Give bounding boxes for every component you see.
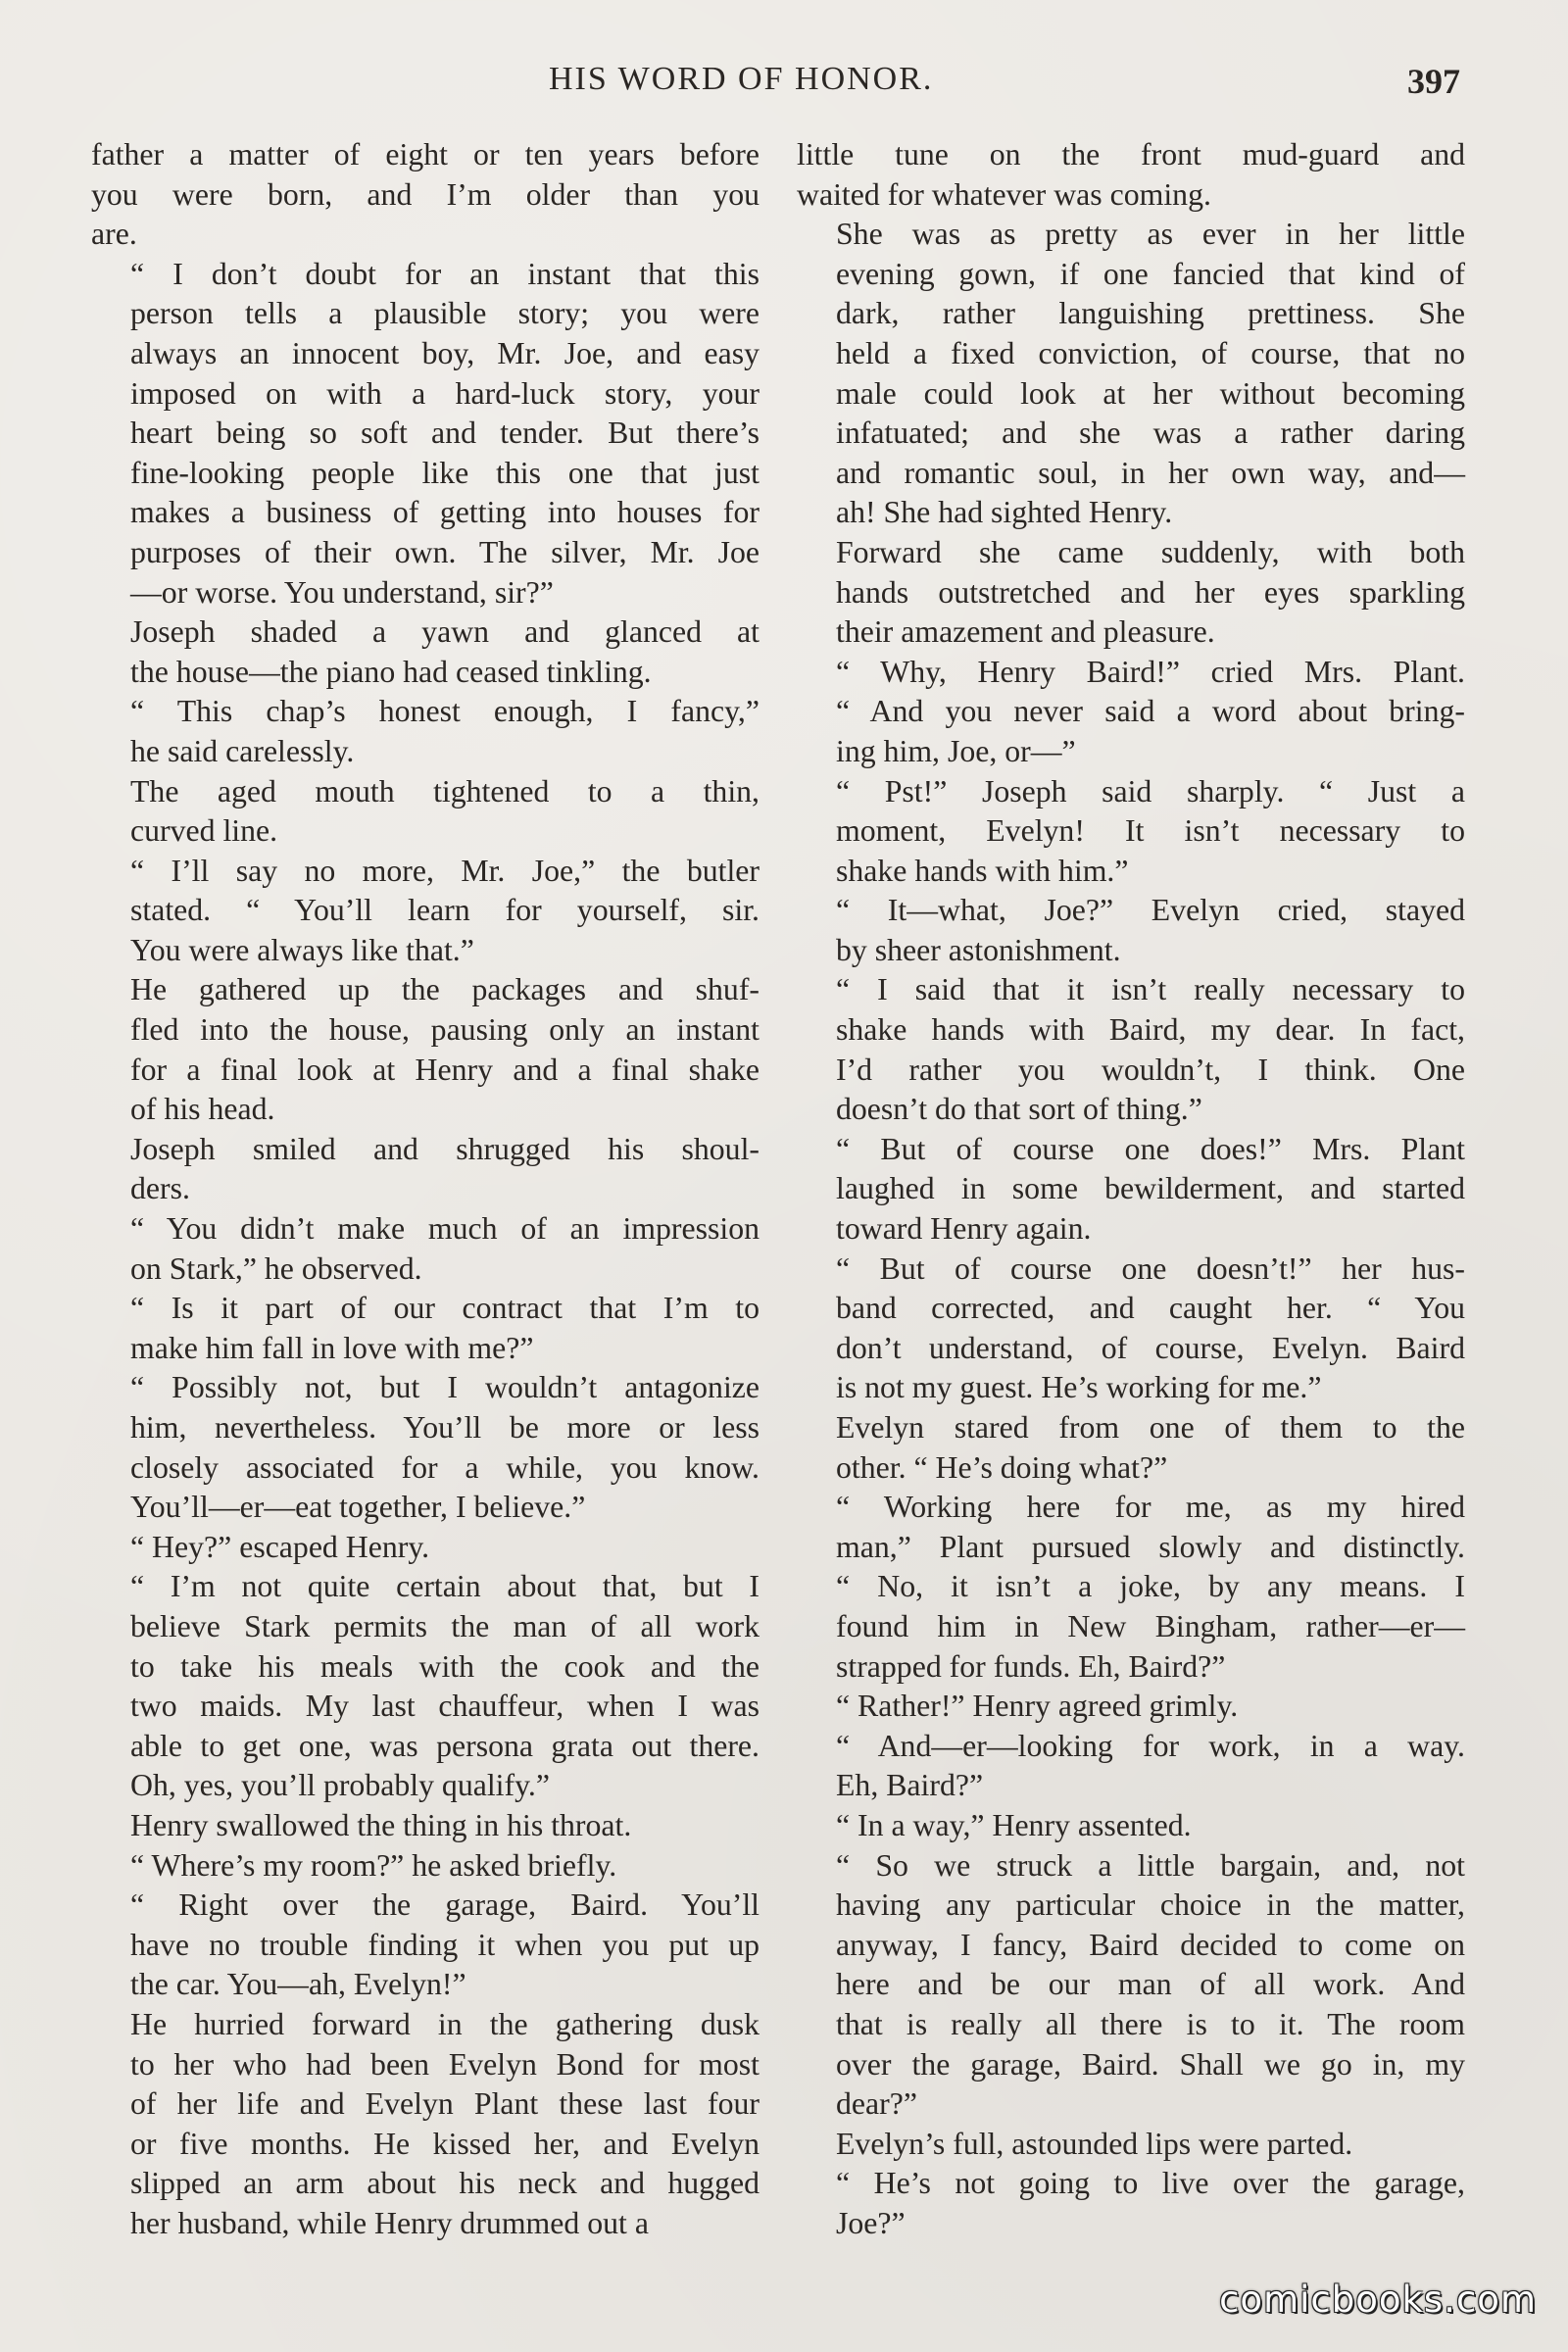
paragraph	[91, 612, 760, 692]
text-line: Evelyn stared from one of them to the	[836, 1410, 1465, 1445]
text-line: purposes of their own. The silver, Mr. Joe	[130, 534, 760, 569]
text-line: their amazement and pleasure.	[836, 614, 1215, 650]
text-line: male could look at her without becoming	[836, 375, 1465, 411]
text-line: father a matter of eight or ten years before	[91, 137, 760, 172]
paragraph	[91, 1130, 760, 1209]
paragraph	[91, 255, 760, 612]
text-line: You’ll—er—eat together, I believe.”	[130, 1490, 586, 1525]
text-line: Henry swallowed the thing in his throat.	[130, 1807, 632, 1842]
text-line: ders.	[130, 1171, 190, 1206]
paragraph	[797, 1488, 1465, 1687]
text-line: hands outstretched and her eyes sparkling	[836, 574, 1465, 610]
text-line: don’t understand, of course, Evelyn. Baird	[836, 1330, 1465, 1365]
text-line: little tune on the front mud-guard and	[797, 137, 1465, 172]
paragraph	[797, 1408, 1465, 1488]
text-line: stated. “ You’ll learn for yourself, sir.	[130, 893, 760, 928]
text-line: “ Working here for me, as my hired	[836, 1490, 1465, 1525]
text-line: “ But of course one does!” Mrs. Plant	[836, 1131, 1465, 1166]
text-line: strapped for funds. Eh, Baird?”	[836, 1648, 1226, 1684]
paragraph	[797, 135, 1465, 215]
text-line: you were born, and I’m older than you	[91, 176, 760, 212]
text-line: him, nevertheless. You’ll be more or less	[130, 1410, 760, 1445]
paragraph	[797, 1250, 1465, 1408]
text-line: are.	[91, 217, 137, 252]
text-line: Eh, Baird?”	[836, 1768, 984, 1803]
text-line: toward Henry again.	[836, 1211, 1092, 1247]
text-line: “ So we struck a little bargain, and, not	[836, 1847, 1465, 1883]
text-line: infatuated; and she was a rather daring	[836, 416, 1465, 451]
paragraph	[91, 1567, 760, 1806]
text-line: makes a business of getting into houses for	[130, 495, 760, 530]
paragraph	[797, 891, 1465, 970]
text-line: dear?”	[836, 2086, 917, 2122]
page-number: 397	[1407, 62, 1460, 101]
text-line: that is really all there is to it. The room	[836, 2006, 1465, 2041]
paragraph	[91, 1886, 760, 2005]
text-line: to her who had been Evelyn Bond for most	[130, 2046, 760, 2082]
text-line: believe Stark permits the man of all work	[130, 1608, 760, 1643]
text-line: other. “ He’s doing what?”	[836, 1449, 1168, 1485]
text-line: by sheer astonishment.	[836, 932, 1121, 967]
text-line: have no trouble finding it when you put up	[130, 1927, 760, 1962]
text-line: closely associated for a while, you know.	[130, 1449, 760, 1485]
text-line: Evelyn’s full, astounded lips were parted.	[836, 2126, 1353, 2161]
paragraph	[91, 1846, 760, 1886]
text-line: “ Where’s my room?” he asked briefly.	[130, 1847, 617, 1883]
text-line: having any particular choice in the matter,	[836, 1887, 1465, 1923]
text-line: “ Right over the garage, Baird. You’ll	[130, 1887, 760, 1923]
paragraph	[91, 2005, 760, 2244]
text-line: always an innocent boy, Mr. Joe, and easy	[130, 335, 760, 370]
text-line: “ I’m not quite certain about that, but I	[130, 1569, 760, 1604]
text-line: moment, Evelyn! It isn’t necessary to	[836, 813, 1465, 849]
paragraph	[91, 1528, 760, 1568]
text-line: he said carelessly.	[130, 733, 355, 768]
text-line: to take his meals with the cook and the	[130, 1648, 760, 1684]
text-line: the house—the piano had ceased tinkling.	[130, 654, 652, 689]
text-line: “ I don’t doubt for an instant that this	[130, 256, 760, 291]
text-line: “ Possibly not, but I wouldn’t antagonize	[130, 1370, 760, 1405]
paragraph	[797, 2125, 1465, 2165]
text-line: She was as pretty as ever in her little	[836, 217, 1465, 252]
paragraph	[91, 1806, 760, 1846]
right-column	[797, 135, 1465, 2243]
text-line: He hurried forward in the gathering dusk	[130, 2006, 760, 2041]
paragraph	[797, 1846, 1465, 2125]
text-line: anyway, I fancy, Baird decided to come on	[836, 1927, 1465, 1962]
text-line: “ In a way,” Henry assented.	[836, 1807, 1192, 1842]
text-line: waited for whatever was coming.	[797, 176, 1211, 212]
text-line: You were always like that.”	[130, 932, 474, 967]
text-line: band corrected, and caught her. “ You	[836, 1291, 1465, 1326]
paragraph	[91, 852, 760, 971]
paragraph	[797, 215, 1465, 533]
text-line: “ Why, Henry Baird!” cried Mrs. Plant.	[836, 654, 1465, 689]
text-line: Joseph shaded a yawn and glanced at	[130, 614, 760, 650]
text-line: “ This chap’s honest enough, I fancy,”	[130, 694, 760, 729]
paragraph	[797, 1130, 1465, 1250]
paragraph	[797, 970, 1465, 1129]
text-line: “ Hey?” escaped Henry.	[130, 1529, 430, 1564]
text-line: “ I said that it isn’t really necessary to	[836, 972, 1465, 1007]
paragraph	[797, 2164, 1465, 2243]
text-line: heart being so soft and tender. But there’s	[130, 416, 760, 451]
paragraph	[797, 772, 1465, 892]
text-line: fled into the house, pausing only an instant	[130, 1012, 760, 1048]
paragraph	[797, 653, 1465, 772]
paragraph	[91, 772, 760, 852]
paragraph	[91, 1368, 760, 1527]
text-line: “ You didn’t make much of an impression	[130, 1211, 760, 1247]
text-line: person tells a plausible story; you were	[130, 296, 760, 331]
text-line: “ He’s not going to live over the garage,	[836, 2166, 1465, 2201]
paragraph	[797, 533, 1465, 653]
text-line: dark, rather languishing prettiness. She	[836, 296, 1465, 331]
text-line: Joseph smiled and shrugged his shoul-	[130, 1131, 760, 1166]
text-line: “ And you never said a word about bring-	[836, 694, 1465, 729]
text-line: able to get one, was persona grata out there.	[130, 1728, 760, 1763]
text-line: I’d rather you wouldn’t, I think. One	[836, 1052, 1465, 1087]
paragraph	[797, 1687, 1465, 1727]
text-line: “ Rather!” Henry agreed grimly.	[836, 1689, 1239, 1724]
text-line: for a final look at Henry and a final shake	[130, 1052, 760, 1087]
text-line: her husband, while Henry drummed out a	[130, 2205, 649, 2240]
text-line: man,” Plant pursued slowly and distinctly.	[836, 1529, 1465, 1564]
text-line: is not my guest. He’s working for me.”	[836, 1370, 1322, 1405]
text-line: curved line.	[130, 813, 278, 849]
text-line: doesn’t do that sort of thing.”	[836, 1092, 1202, 1127]
text-line: of her life and Evelyn Plant these last four	[130, 2086, 760, 2122]
text-line: ah! She had sighted Henry.	[836, 495, 1173, 530]
text-line: evening gown, if one fancied that kind of	[836, 256, 1465, 291]
text-line: “ No, it isn’t a joke, by any means. I	[836, 1569, 1465, 1604]
text-line: “ But of course one doesn’t!” her hus-	[836, 1250, 1465, 1286]
paragraph	[91, 1289, 760, 1368]
paragraph	[797, 1806, 1465, 1846]
text-line: here and be our man of all work. And	[836, 1967, 1465, 2002]
text-line: held a fixed conviction, of course, that no	[836, 335, 1465, 370]
paragraph	[91, 135, 760, 255]
paragraph	[91, 1209, 760, 1289]
left-column	[91, 135, 760, 2243]
text-line: or five months. He kissed her, and Evelyn	[130, 2126, 760, 2161]
text-line: shake hands with him.”	[836, 853, 1129, 888]
paragraph	[91, 692, 760, 771]
text-line: Forward she came suddenly, with both	[836, 534, 1465, 569]
text-line: He gathered up the packages and shuf-	[130, 972, 760, 1007]
text-line: and romantic soul, in her own way, and—	[836, 455, 1465, 490]
text-line: “ Is it part of our contract that I’m to	[130, 1291, 760, 1326]
text-line: “ I’ll say no more, Mr. Joe,” the butler	[130, 853, 760, 888]
text-line: laughed in some bewilderment, and started	[836, 1171, 1465, 1206]
text-line: make him fall in love with me?”	[130, 1330, 534, 1365]
text-line: shake hands with Baird, my dear. In fact,	[836, 1012, 1465, 1048]
paragraph	[797, 1727, 1465, 1806]
paragraph	[91, 970, 760, 1129]
text-line: “ It—what, Joe?” Evelyn cried, stayed	[836, 893, 1465, 928]
text-line: “ Pst!” Joseph said sharply. “ Just a	[836, 773, 1465, 808]
text-line: over the garage, Baird. Shall we go in, my	[836, 2046, 1465, 2082]
text-line: of his head.	[130, 1092, 275, 1127]
text-line: Oh, yes, you’ll probably qualify.”	[130, 1768, 550, 1803]
watermark: comicbooks.com	[1219, 2278, 1537, 2321]
text-line: “ And—er—looking for work, in a way.	[836, 1728, 1465, 1763]
text-line: on Stark,” he observed.	[130, 1250, 422, 1286]
running-title: HIS WORD OF HONOR.	[549, 61, 934, 97]
text-line: slipped an arm about his neck and hugged	[130, 2166, 760, 2201]
text-line: —or worse. You understand, sir?”	[130, 574, 554, 610]
text-line: found him in New Bingham, rather—er—	[836, 1608, 1465, 1643]
text-line: two maids. My last chauffeur, when I was	[130, 1689, 760, 1724]
text-line: The aged mouth tightened to a thin,	[130, 773, 760, 808]
running-head	[0, 61, 1568, 110]
text-line: the car. You—ah, Evelyn!”	[130, 1967, 466, 2002]
text-line: Joe?”	[836, 2205, 906, 2240]
text-line: fine-looking people like this one that just	[130, 455, 760, 490]
text-line: imposed on with a hard-luck story, your	[130, 375, 760, 411]
text-line: ing him, Joe, or—”	[836, 733, 1076, 768]
